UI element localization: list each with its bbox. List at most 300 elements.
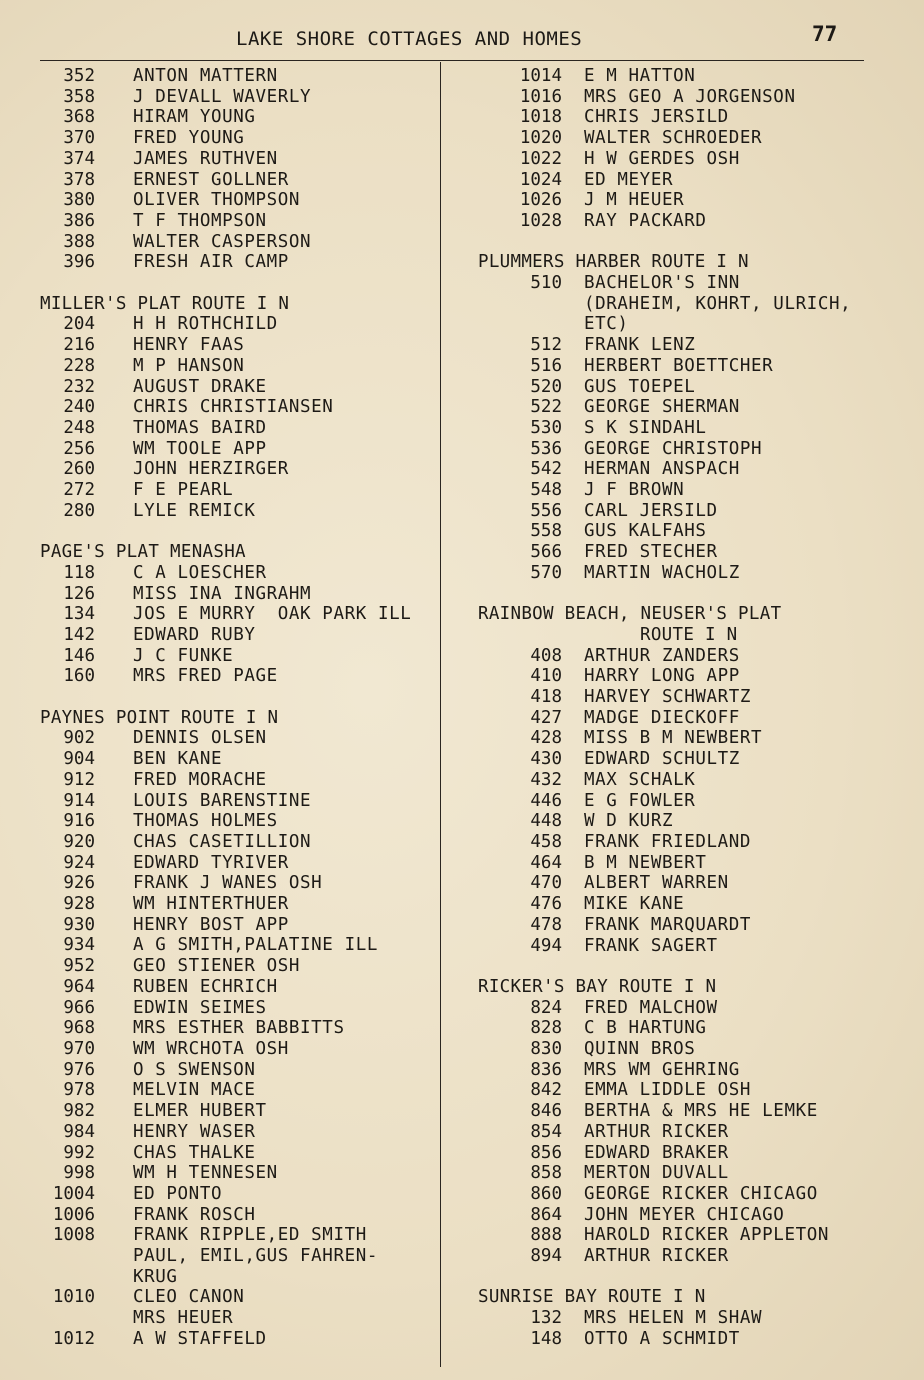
resident-name: EDWARD BRAKER — [584, 1142, 729, 1163]
directory-entry — [478, 708, 908, 729]
resident-name: WM HINTERTHUER — [133, 894, 289, 915]
resident-name: ED PONTO — [133, 1183, 223, 1204]
house-number: 930 — [63, 914, 95, 935]
house-number: 396 — [63, 252, 95, 273]
section-spacer — [40, 521, 440, 542]
directory-entry — [478, 439, 908, 460]
house-number: 964 — [63, 976, 95, 997]
resident-name: MRS HEUER — [133, 1308, 234, 1329]
house-number: 204 — [63, 314, 95, 335]
house-number: 982 — [63, 1101, 95, 1122]
resident-name: F E PEARL — [133, 480, 234, 501]
resident-name: CHRIS JERSILD — [584, 107, 729, 128]
directory-entry — [478, 749, 908, 770]
resident-name: EDWIN SEIMES — [133, 997, 267, 1018]
directory-entry — [40, 66, 440, 87]
directory-entry — [478, 128, 908, 149]
resident-name: OTTO A SCHMIDT — [584, 1328, 740, 1349]
resident-name: PAUL, EMIL,GUS FAHREN- — [133, 1246, 378, 1267]
house-number: 374 — [63, 148, 95, 169]
house-number: 924 — [63, 852, 95, 873]
directory-entry — [40, 915, 440, 936]
resident-name: A G SMITH,PALATINE ILL — [133, 935, 378, 956]
directory-entry — [478, 770, 908, 791]
resident-name: EMMA LIDDLE OSH — [584, 1080, 752, 1101]
house-number: 494 — [530, 935, 562, 956]
house-number: 470 — [530, 873, 562, 894]
house-number: 966 — [63, 997, 95, 1018]
directory-entry — [40, 791, 440, 812]
directory-entry — [40, 1060, 440, 1081]
directory-entry — [40, 666, 440, 687]
house-number: 478 — [530, 914, 562, 935]
resident-name: HERBERT BOETTCHER — [584, 355, 774, 376]
resident-name: HARRY LONG APP — [584, 666, 740, 687]
directory-entry — [40, 1018, 440, 1039]
directory-entry — [40, 1080, 440, 1101]
house-number: 1008 — [52, 1225, 95, 1246]
directory-entry — [40, 397, 440, 418]
resident-name: C A LOESCHER — [133, 562, 267, 583]
directory-entry — [40, 998, 440, 1019]
house-number: 430 — [530, 749, 562, 770]
directory-entry — [40, 935, 440, 956]
house-number: 888 — [530, 1225, 562, 1246]
directory-section — [40, 273, 440, 521]
directory-entry — [478, 853, 908, 874]
directory-entry — [40, 356, 440, 377]
directory-entry — [40, 625, 440, 646]
directory-entry — [478, 1143, 908, 1164]
house-number: 134 — [63, 604, 95, 625]
house-number: 380 — [63, 190, 95, 211]
directory-entry — [478, 1184, 908, 1205]
house-number: 522 — [530, 397, 562, 418]
house-number: 916 — [63, 811, 95, 832]
directory-entry — [40, 335, 440, 356]
directory-entry — [40, 480, 440, 501]
directory-entry — [478, 1018, 908, 1039]
directory-entry — [478, 170, 908, 191]
house-number: 968 — [63, 1018, 95, 1039]
house-number: 458 — [530, 831, 562, 852]
resident-name: BEN KANE — [133, 749, 223, 770]
directory-entry — [40, 459, 440, 480]
house-number: 1022 — [519, 148, 562, 169]
directory-entry — [40, 646, 440, 667]
page-number: 77 — [812, 22, 838, 46]
directory-entry — [478, 894, 908, 915]
resident-name: DENNIS OLSEN — [133, 728, 267, 749]
section-spacer — [478, 1267, 908, 1288]
directory-entry — [40, 853, 440, 874]
house-number: 358 — [63, 86, 95, 107]
section-spacer — [40, 273, 440, 294]
directory-entry — [40, 770, 440, 791]
directory-entry — [478, 418, 908, 439]
column-divider — [440, 62, 441, 1367]
house-number: 142 — [63, 624, 95, 645]
resident-name: KRUG — [133, 1266, 178, 1287]
house-number: 1006 — [52, 1204, 95, 1225]
resident-name: OLIVER THOMPSON — [133, 190, 301, 211]
resident-name: FRANK LENZ — [584, 335, 696, 356]
section-spacer — [40, 687, 440, 708]
directory-entry — [40, 832, 440, 853]
directory-entry — [40, 1039, 440, 1060]
resident-name: ELMER HUBERT — [133, 1101, 267, 1122]
directory-entry — [40, 418, 440, 439]
resident-name: MADGE DIECKOFF — [584, 707, 740, 728]
directory-entry — [40, 604, 440, 625]
house-number: 432 — [530, 769, 562, 790]
house-number: 1014 — [519, 66, 562, 86]
resident-name: WM WRCHOTA OSH — [133, 1039, 289, 1059]
resident-name: QUINN BROS — [584, 1039, 696, 1059]
resident-name: J C FUNKE — [133, 645, 234, 666]
section-title: SUNRISE BAY ROUTE I N — [478, 1287, 706, 1308]
directory-entry — [478, 1080, 908, 1101]
resident-name: EDWARD TYRIVER — [133, 852, 289, 873]
house-number: 902 — [63, 728, 95, 749]
house-number: 858 — [530, 1163, 562, 1184]
house-number: 542 — [530, 459, 562, 480]
house-number: 934 — [63, 935, 95, 956]
resident-name: FRANK MARQUARDT — [584, 914, 752, 935]
resident-name: LOUIS BARENSTINE — [133, 790, 312, 811]
resident-name: CARL JERSILD — [584, 500, 718, 521]
resident-name: AUGUST DRAKE — [133, 376, 267, 397]
house-number: 408 — [530, 645, 562, 666]
directory-entry — [478, 1101, 908, 1122]
directory-entry — [478, 873, 908, 894]
house-number: 978 — [63, 1080, 95, 1101]
house-number: 856 — [530, 1142, 562, 1163]
house-number: 566 — [530, 542, 562, 563]
directory-entry — [40, 1308, 440, 1329]
house-number: 232 — [63, 376, 95, 397]
house-number: 260 — [63, 459, 95, 480]
resident-name: M P HANSON — [133, 355, 245, 376]
resident-name: HIRAM YOUNG — [133, 107, 256, 128]
resident-name: A W STAFFELD — [133, 1328, 267, 1349]
directory-entry — [478, 542, 908, 563]
house-number: 118 — [63, 562, 95, 583]
directory-entry — [40, 314, 440, 335]
house-number: 160 — [63, 666, 95, 687]
directory-entry — [40, 1225, 440, 1246]
resident-name: ETC) — [584, 314, 629, 335]
resident-name: EDWARD RUBY — [133, 624, 256, 645]
resident-name: GUS TOEPEL — [584, 376, 696, 397]
house-number: 992 — [63, 1142, 95, 1163]
directory-entry — [40, 1184, 440, 1205]
resident-name: CHAS CASETILLION — [133, 831, 312, 852]
house-number: 830 — [530, 1039, 562, 1059]
directory-entry — [478, 563, 908, 584]
directory-entry — [40, 1267, 440, 1288]
house-number: 854 — [530, 1121, 562, 1142]
directory-entry — [40, 377, 440, 398]
directory-entry — [40, 149, 440, 170]
resident-name: GEORGE RICKER CHICAGO — [584, 1183, 818, 1204]
resident-name: FRANK J WANES OSH — [133, 873, 323, 894]
resident-name: LYLE REMICK — [133, 500, 256, 521]
house-number: 228 — [63, 355, 95, 376]
directory-entry — [478, 356, 908, 377]
resident-name: MRS GEO A JORGENSON — [584, 86, 796, 107]
resident-name: HARVEY SCHWARTZ — [584, 687, 752, 708]
house-number: 1016 — [519, 86, 562, 107]
section-title: RICKER'S BAY ROUTE I N — [478, 976, 717, 997]
directory-entry — [478, 397, 908, 418]
resident-name: MRS FRED PAGE — [133, 666, 278, 687]
section-title: PAGE'S PLAT MENASHA — [40, 542, 246, 563]
directory-entry — [478, 1039, 908, 1060]
house-number: 842 — [530, 1080, 562, 1101]
directory-section — [40, 66, 440, 273]
directory-entry — [40, 1101, 440, 1122]
resident-name: C B HARTUNG — [584, 1018, 707, 1039]
resident-name: MELVIN MACE — [133, 1080, 256, 1101]
directory-entry — [40, 563, 440, 584]
directory-entry — [478, 87, 908, 108]
directory-entry — [40, 107, 440, 128]
directory-entry — [40, 956, 440, 977]
directory-entry — [478, 1329, 908, 1350]
resident-name: GEORGE CHRISTOPH — [584, 438, 763, 459]
resident-name: FRED YOUNG — [133, 128, 245, 149]
house-number: 548 — [530, 480, 562, 501]
house-number: 558 — [530, 521, 562, 542]
resident-name: MRS WM GEHRING — [584, 1059, 740, 1080]
right-column — [478, 66, 908, 1350]
house-number: 864 — [530, 1204, 562, 1225]
house-number: 1026 — [519, 190, 562, 211]
resident-name: ERNEST GOLLNER — [133, 169, 289, 190]
directory-entry — [40, 728, 440, 749]
directory-entry — [478, 1122, 908, 1143]
resident-name: ALBERT WARREN — [584, 873, 729, 894]
directory-entry — [478, 149, 908, 170]
directory-section — [478, 66, 908, 232]
directory-entry — [40, 894, 440, 915]
resident-name: FRANK RIPPLE,ED SMITH — [133, 1225, 367, 1246]
resident-name: FRANK ROSCH — [133, 1204, 256, 1225]
resident-name: JOS E MURRY OAK PARK ILL — [133, 604, 412, 625]
directory-entry — [478, 811, 908, 832]
resident-name: HERMAN ANSPACH — [584, 459, 740, 480]
directory-entry — [40, 211, 440, 232]
resident-name: FRANK FRIEDLAND — [584, 831, 752, 852]
section-spacer — [478, 956, 908, 977]
house-number: 1020 — [519, 128, 562, 149]
directory-section — [478, 956, 908, 1267]
house-number: 928 — [63, 894, 95, 915]
section-title-continued: ROUTE I N — [640, 624, 738, 645]
directory-entry — [478, 728, 908, 749]
resident-name: RUBEN ECHRICH — [133, 976, 278, 997]
directory-entry — [478, 832, 908, 853]
house-number: 410 — [530, 666, 562, 687]
house-number: 952 — [63, 956, 95, 977]
resident-name: JOHN HERZIRGER — [133, 459, 289, 480]
resident-name: FRANK SAGERT — [584, 935, 718, 956]
resident-name: ANTON MATTERN — [133, 66, 278, 86]
resident-name: HAROLD RICKER APPLETON — [584, 1225, 829, 1246]
resident-name: ARTHUR ZANDERS — [584, 645, 740, 666]
house-number: 510 — [530, 273, 562, 294]
house-number: 860 — [530, 1183, 562, 1204]
house-number: 378 — [63, 169, 95, 190]
house-number: 516 — [530, 355, 562, 376]
house-number: 914 — [63, 790, 95, 811]
directory-entry — [40, 1205, 440, 1226]
directory-entry — [478, 1060, 908, 1081]
house-number: 148 — [530, 1328, 562, 1349]
directory-entry — [478, 294, 908, 315]
directory-entry — [478, 501, 908, 522]
house-number: 984 — [63, 1121, 95, 1142]
directory-entry — [40, 1329, 440, 1350]
directory-entry — [478, 646, 908, 667]
house-number: 976 — [63, 1059, 95, 1080]
house-number: 824 — [530, 997, 562, 1018]
resident-name: HENRY WASER — [133, 1121, 256, 1142]
directory-entry — [478, 211, 908, 232]
directory-entry — [478, 335, 908, 356]
resident-name: J M HEUER — [584, 190, 685, 211]
house-number: 388 — [63, 231, 95, 252]
house-number: 1012 — [52, 1328, 95, 1349]
directory-entry — [478, 791, 908, 812]
house-number: 520 — [530, 376, 562, 397]
directory-entry — [478, 273, 908, 294]
directory-entry — [478, 377, 908, 398]
resident-name: GEORGE SHERMAN — [584, 397, 740, 418]
directory-section — [478, 584, 908, 957]
directory-entry — [478, 1308, 908, 1329]
resident-name: EDWARD SCHULTZ — [584, 749, 740, 770]
resident-name: T F THOMPSON — [133, 210, 267, 231]
house-number: 386 — [63, 210, 95, 231]
section-title: MILLER'S PLAT ROUTE I N — [40, 293, 290, 314]
section-title: RAINBOW BEACH, NEUSER'S PLAT — [478, 604, 782, 625]
directory-entry — [478, 998, 908, 1019]
resident-name: CHRIS CHRISTIANSEN — [133, 397, 334, 418]
directory-entry — [40, 749, 440, 770]
directory-entry — [40, 1287, 440, 1308]
directory-entry — [478, 107, 908, 128]
house-number: 970 — [63, 1039, 95, 1059]
resident-name: J DEVALL WAVERLY — [133, 86, 312, 107]
directory-entry — [478, 936, 908, 957]
house-number: 132 — [530, 1308, 562, 1329]
house-number: 570 — [530, 562, 562, 583]
house-number: 126 — [63, 583, 95, 604]
house-number: 530 — [530, 417, 562, 438]
house-number: 216 — [63, 335, 95, 356]
resident-name: BERTHA & MRS HE LEMKE — [584, 1101, 818, 1122]
resident-name: MARTIN WACHOLZ — [584, 562, 740, 583]
section-title: PAYNES POINT ROUTE I N — [40, 707, 279, 728]
resident-name: ARTHUR RICKER — [584, 1121, 729, 1142]
house-number: 240 — [63, 397, 95, 418]
directory-entry — [40, 232, 440, 253]
directory-entry — [40, 190, 440, 211]
resident-name: ARTHUR RICKER — [584, 1246, 729, 1267]
house-number: 1018 — [519, 107, 562, 128]
resident-name: WM TOOLE APP — [133, 438, 267, 459]
house-number: 1024 — [519, 169, 562, 190]
house-number: 418 — [530, 687, 562, 708]
resident-name: H W GERDES OSH — [584, 148, 740, 169]
resident-name: WM H TENNESEN — [133, 1163, 278, 1184]
house-number: 370 — [63, 128, 95, 149]
directory-section — [478, 1267, 908, 1350]
directory-entry — [40, 1163, 440, 1184]
directory-section — [40, 687, 440, 1349]
house-number: 427 — [530, 707, 562, 728]
resident-name: B M NEWBERT — [584, 852, 707, 873]
directory-entry — [40, 252, 440, 273]
directory-entry — [478, 521, 908, 542]
directory-entry — [40, 1122, 440, 1143]
house-number: 1028 — [519, 210, 562, 231]
house-number: 904 — [63, 749, 95, 770]
directory-entry — [40, 1246, 440, 1267]
resident-name: CLEO CANON — [133, 1287, 245, 1308]
house-number: 476 — [530, 894, 562, 915]
house-number: 920 — [63, 831, 95, 852]
house-number: 446 — [530, 790, 562, 811]
house-number: 828 — [530, 1018, 562, 1039]
resident-name: FRESH AIR CAMP — [133, 252, 289, 273]
house-number: 280 — [63, 500, 95, 521]
directory-entry — [40, 87, 440, 108]
resident-name: JOHN MEYER CHICAGO — [584, 1204, 785, 1225]
house-number: 846 — [530, 1101, 562, 1122]
resident-name: MISS INA INGRAHM — [133, 583, 312, 604]
resident-name: J F BROWN — [584, 480, 685, 501]
house-number: 912 — [63, 769, 95, 790]
resident-name: BACHELOR'S INN — [584, 273, 740, 294]
resident-name: THOMAS HOLMES — [133, 811, 278, 832]
directory-entry — [478, 687, 908, 708]
directory-entry — [478, 480, 908, 501]
house-number: 272 — [63, 480, 95, 501]
directory-entry — [40, 170, 440, 191]
directory-entry — [40, 501, 440, 522]
resident-name: (DRAHEIM, KOHRT, ULRICH, — [584, 293, 852, 314]
section-title: PLUMMERS HARBER ROUTE I N — [478, 252, 749, 273]
directory-entry — [478, 314, 908, 335]
resident-name: MISS B M NEWBERT — [584, 728, 763, 749]
directory-entry — [478, 66, 908, 87]
resident-name: FRED MALCHOW — [584, 997, 718, 1018]
resident-name: W D KURZ — [584, 811, 674, 832]
running-head: LAKE SHORE COTTAGES AND HOMES — [236, 28, 583, 50]
directory-entry — [478, 666, 908, 687]
directory-entry — [478, 1225, 908, 1246]
resident-name: JAMES RUTHVEN — [133, 148, 278, 169]
resident-name: S K SINDAHL — [584, 417, 707, 438]
directory-entry — [40, 811, 440, 832]
house-number: 536 — [530, 438, 562, 459]
directory-entry — [478, 1246, 908, 1267]
directory-entry — [478, 1205, 908, 1226]
section-spacer — [478, 232, 908, 253]
